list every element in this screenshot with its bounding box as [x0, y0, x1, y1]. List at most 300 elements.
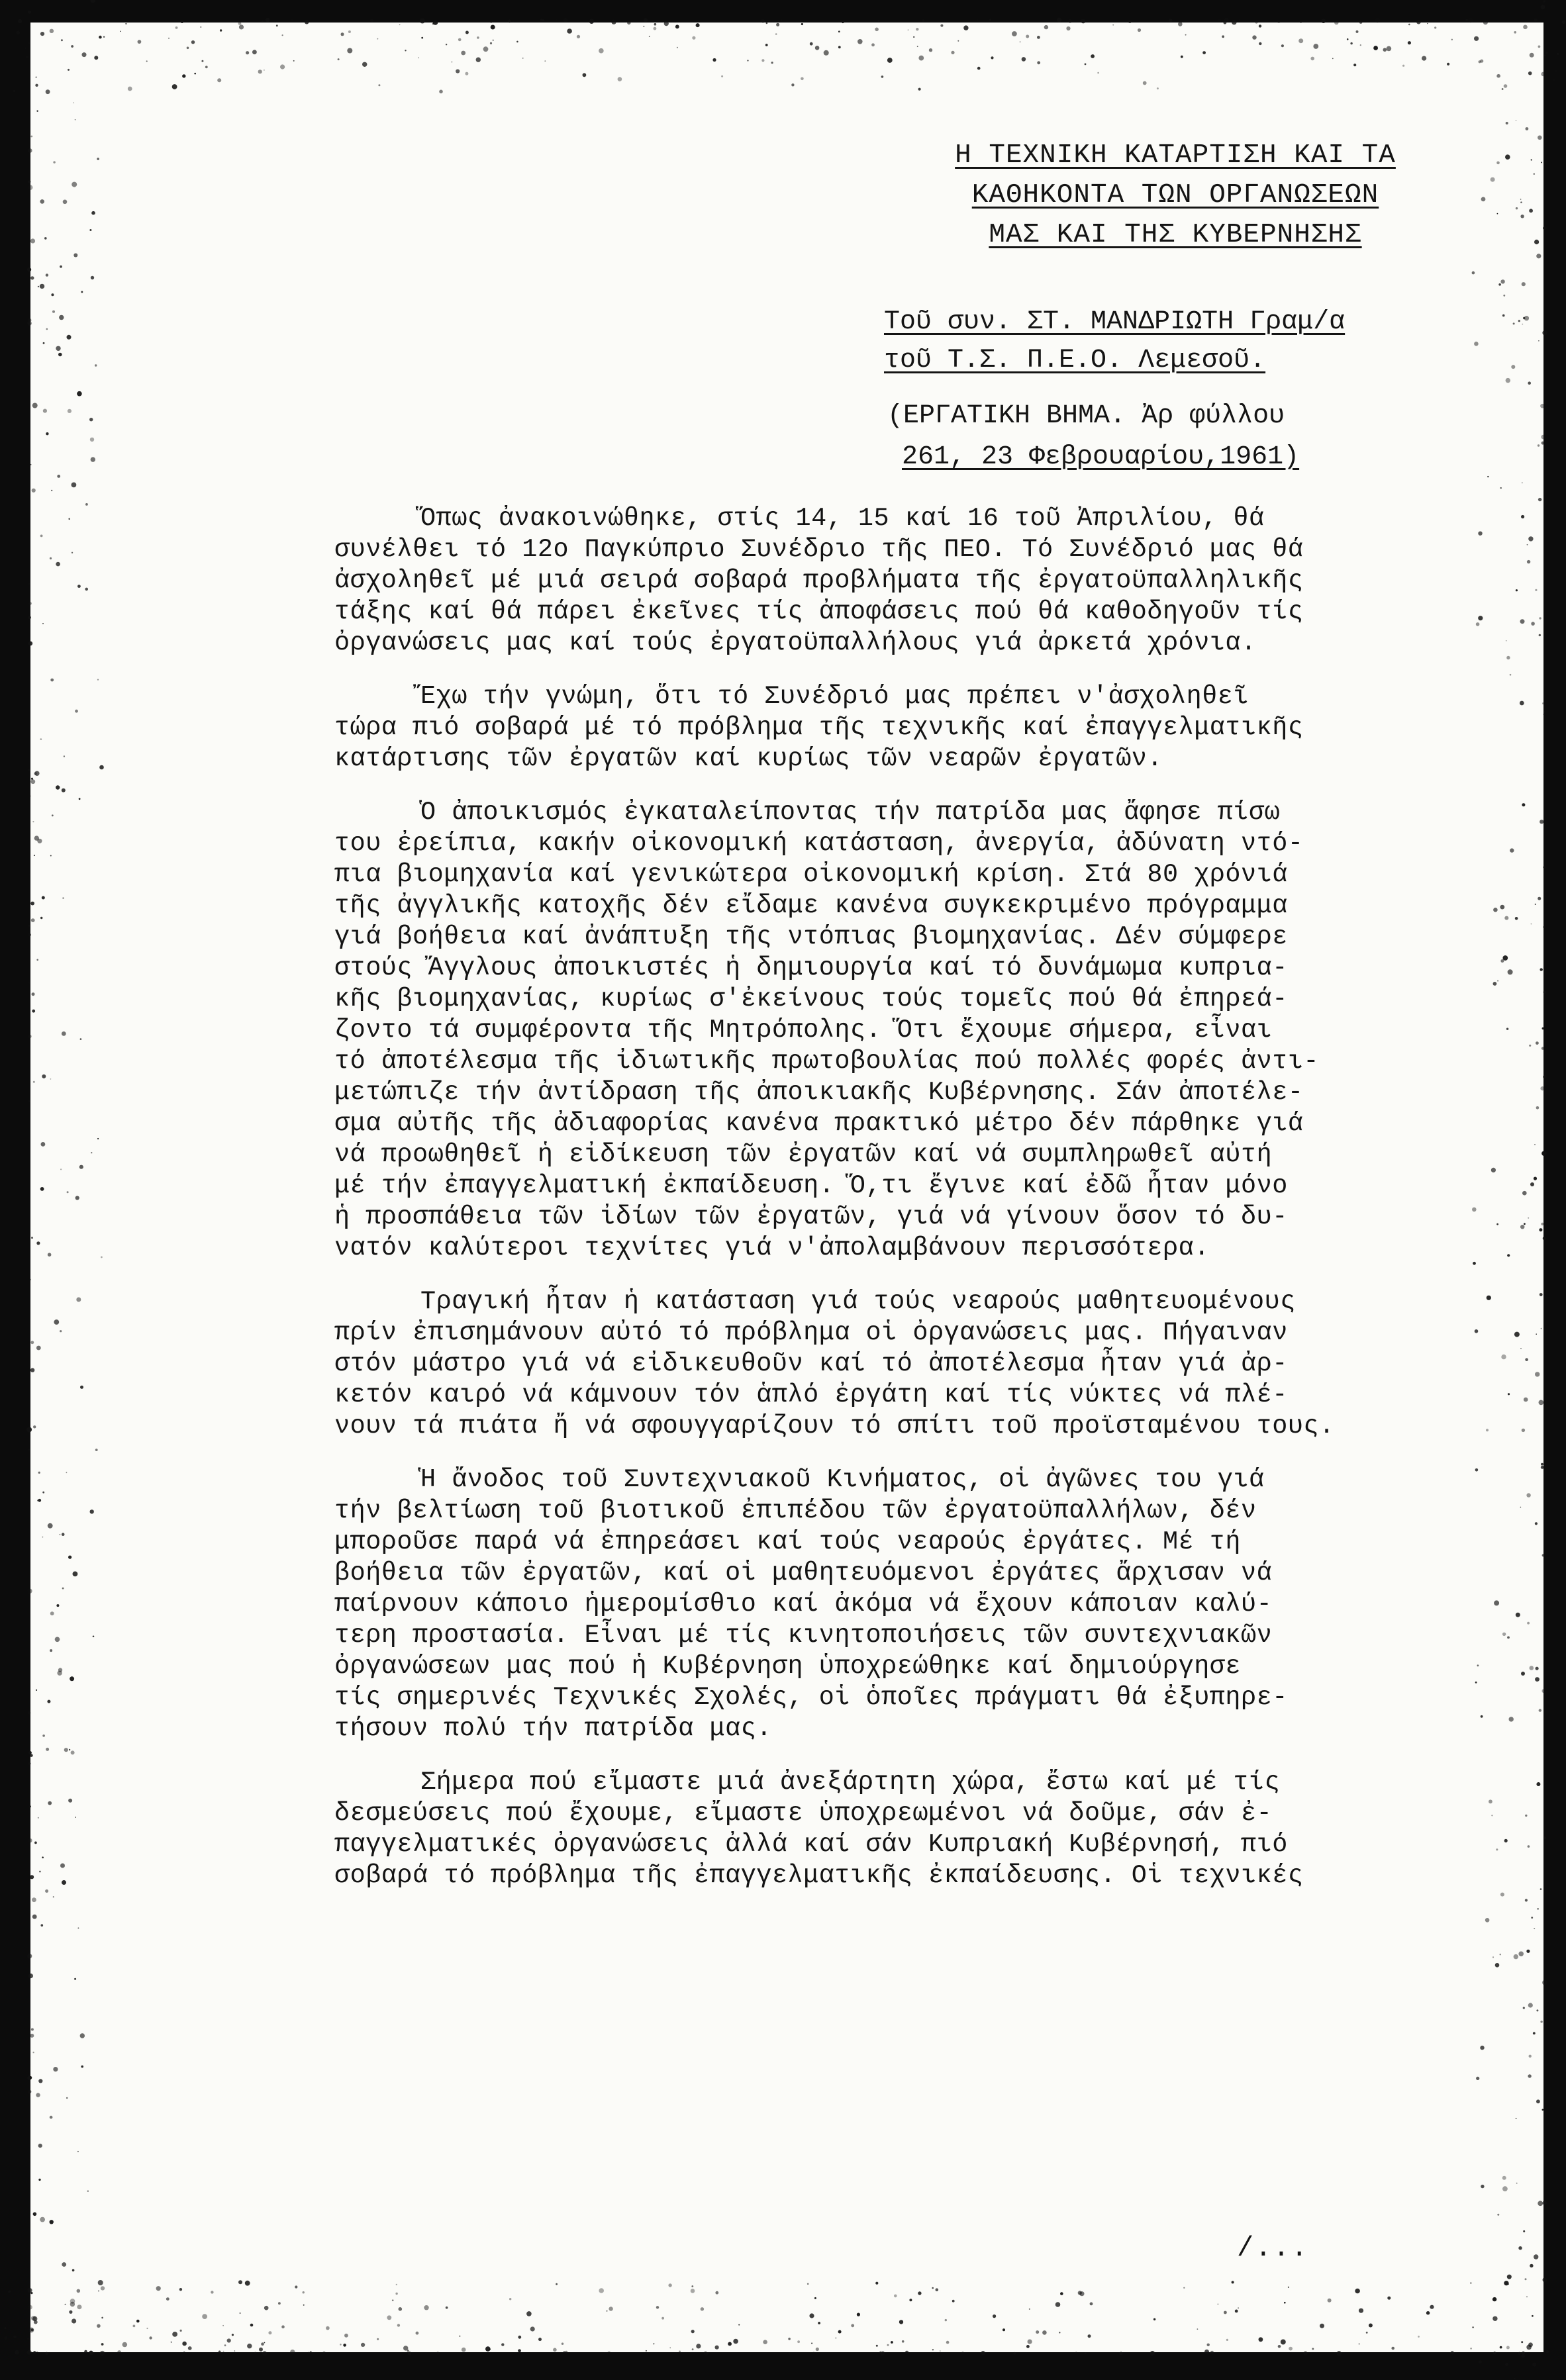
scan-speck — [205, 66, 208, 68]
scan-speck — [1532, 2315, 1534, 2317]
scan-speck — [247, 2344, 252, 2348]
scan-speck — [97, 158, 99, 160]
scan-speck — [1534, 1177, 1537, 1180]
scan-speck — [38, 1499, 41, 1502]
scan-speck — [946, 2341, 950, 2344]
scan-speck — [1408, 41, 1411, 44]
scan-speck — [416, 2332, 419, 2335]
scan-speck — [53, 1896, 54, 1897]
scan-speck — [1535, 1372, 1540, 1376]
scan-speck — [1493, 2297, 1496, 2301]
scan-speck — [70, 1676, 74, 1681]
scan-speck — [1506, 1028, 1508, 1030]
scan-speck — [1474, 342, 1479, 346]
scan-speck — [838, 30, 840, 32]
scan-speck — [1373, 46, 1378, 50]
scan-speck — [461, 51, 465, 56]
scan-speck — [33, 2213, 37, 2216]
scan-speck — [41, 1924, 44, 1927]
scan-speck — [715, 2346, 719, 2350]
scan-speck — [238, 2280, 242, 2284]
scan-speck — [74, 1978, 76, 1980]
scan-speck — [69, 2310, 72, 2314]
scan-speck — [362, 62, 367, 67]
scan-speck — [728, 2342, 732, 2346]
scan-speck — [1538, 897, 1541, 900]
title-line-2: ΚΑΘΗΚΟΝΤΑ ΤΩΝ ΟΡΓΑΝΩΣΕΩΝ — [971, 180, 1379, 211]
scan-speck — [1360, 44, 1361, 46]
scan-speck — [1505, 154, 1510, 160]
scan-speck — [36, 1690, 37, 1691]
scan-speck — [36, 111, 38, 112]
scan-speck — [146, 2328, 148, 2329]
scan-speck — [59, 1534, 60, 1535]
scan-speck — [34, 855, 35, 856]
scan-speck — [89, 229, 91, 231]
scan-speck — [239, 24, 244, 29]
scan-speck — [881, 75, 884, 78]
scan-speck — [46, 328, 48, 330]
scan-speck — [63, 200, 68, 205]
scan-speck — [281, 2325, 285, 2328]
scan-speck — [1055, 2302, 1061, 2307]
scan-speck — [1508, 2283, 1509, 2285]
scan-speck — [1528, 2342, 1533, 2347]
scan-speck — [81, 291, 83, 293]
scan-speck — [916, 28, 918, 30]
scan-speck — [348, 30, 351, 33]
scan-speck — [516, 41, 518, 43]
scan-speck — [810, 42, 813, 46]
scan-speck — [1044, 25, 1048, 29]
scan-speck — [577, 35, 580, 38]
scan-speck — [661, 2317, 664, 2320]
scan-speck — [43, 342, 45, 344]
scan-speck — [1232, 2281, 1234, 2283]
scan-speck — [1476, 2077, 1479, 2080]
scan-speck — [788, 2338, 791, 2340]
scan-speck — [34, 1842, 37, 1844]
scan-speck — [1536, 1041, 1539, 1045]
scan-speck — [1112, 24, 1114, 26]
scan-speck — [341, 32, 344, 36]
scan-speck — [1185, 34, 1187, 36]
source-line-1: (ΕΡΓΑΤΙΚΗ ΒΗΜΑ. Ἀρ φύλλου — [887, 401, 1285, 431]
scan-speck — [259, 2348, 263, 2352]
scan-speck — [1476, 622, 1480, 626]
scan-speck — [101, 1257, 103, 1259]
title-line-1: Η ΤΕΧΝΙΚΗ ΚΑΤΑΡΤΙΣΗ ΚΑΙ ΤΑ — [955, 140, 1396, 171]
scan-speck — [1493, 1956, 1494, 1958]
scan-speck — [101, 2317, 103, 2319]
scan-speck — [1522, 803, 1525, 806]
scan-speck — [940, 24, 943, 27]
scan-speck — [103, 36, 105, 38]
scan-speck — [396, 2284, 397, 2285]
scan-speck — [1059, 2332, 1060, 2333]
scan-speck — [44, 237, 47, 240]
scan-speck — [32, 2316, 37, 2321]
scan-speck — [42, 1492, 44, 1494]
scan-speck — [1037, 36, 1040, 39]
scan-speck — [1288, 2287, 1289, 2288]
scan-speck — [57, 1671, 62, 1676]
scan-speck — [30, 1341, 34, 1344]
scan-speck — [459, 2336, 460, 2337]
scan-speck — [56, 346, 60, 351]
scan-speck — [1029, 2309, 1030, 2310]
scan-speck — [1481, 1715, 1483, 1718]
scan-speck — [32, 489, 36, 493]
scan-speck — [1003, 2328, 1005, 2331]
scan-speck — [446, 2307, 448, 2309]
scan-speck — [82, 52, 87, 57]
scan-speck — [1278, 2345, 1281, 2348]
scan-speck — [945, 2319, 947, 2321]
byline-line-2: τοῦ Τ.Σ. Π.Ε.Ο. Λεμεσοῦ. — [884, 346, 1266, 375]
scan-speck — [1529, 209, 1533, 213]
scan-speck — [1510, 674, 1512, 676]
scan-speck — [1497, 2214, 1499, 2216]
scan-speck — [43, 409, 47, 413]
scan-speck — [932, 2349, 934, 2350]
scan-speck — [62, 1588, 64, 1590]
scan-speck — [1522, 282, 1526, 286]
scan-speck — [99, 765, 104, 770]
scan-speck — [940, 2350, 941, 2352]
scan-speck — [72, 182, 77, 187]
scan-speck — [1528, 71, 1532, 75]
scan-speck — [34, 772, 37, 775]
scan-speck — [1524, 1223, 1526, 1225]
scan-speck — [54, 1319, 59, 1325]
author-byline — [884, 303, 1387, 380]
scan-speck — [38, 2144, 42, 2148]
scan-speck — [1224, 2311, 1227, 2314]
scan-speck — [952, 2300, 955, 2303]
scan-speck — [1527, 1622, 1530, 1625]
scan-speck — [1387, 46, 1392, 52]
scan-speck — [1531, 1917, 1533, 1919]
scan-speck — [1153, 2318, 1155, 2320]
scan-speck — [791, 83, 794, 86]
scan-speck — [1078, 2291, 1082, 2295]
scan-speck — [692, 2348, 694, 2350]
scan-speck — [522, 58, 524, 59]
scan-speck — [1509, 1717, 1514, 1721]
scan-speck — [691, 2289, 695, 2293]
paragraph-5 — [334, 1464, 1434, 1744]
scan-speck — [567, 28, 572, 34]
scan-speck — [50, 29, 54, 33]
scan-speck — [68, 1799, 72, 1803]
scan-speck — [1097, 72, 1099, 74]
scan-speck — [1496, 162, 1500, 165]
scan-speck — [61, 39, 63, 41]
scan-speck — [40, 738, 42, 740]
scan-speck — [1540, 1293, 1543, 1296]
scan-speck — [326, 2326, 330, 2330]
scan-speck — [98, 2280, 103, 2285]
scan-speck — [1508, 1393, 1510, 1395]
scan-speck — [200, 26, 201, 28]
scan-speck — [654, 23, 657, 26]
scan-speck — [30, 238, 35, 243]
scan-speck — [1534, 240, 1539, 244]
scan-speck — [38, 2079, 42, 2083]
scan-speck — [46, 89, 50, 94]
scan-speck — [1496, 1223, 1498, 1225]
scan-speck — [696, 2344, 701, 2348]
scan-speck — [1514, 1954, 1518, 1959]
scan-speck — [1472, 271, 1475, 275]
scan-speck — [30, 2292, 32, 2294]
scan-speck — [202, 2314, 207, 2319]
paragraph-2-text: Ἔχω τήν γνώμη, ὅτι τό Συνέδριό μας πρέπει ν'ἀσχοληθεῖ τώρα πιό σοβαρά μέ τό πρόβλημα τῆς τεχνικῆς καί ἐπαγγελματικῆς κατάρτισης τῶν ἐργατῶν καί κυρίως τῶν νεαρῶν ἐργατῶν. — [334, 682, 1304, 773]
scan-speck — [1451, 39, 1453, 40]
scan-speck — [918, 88, 921, 91]
scan-speck — [1143, 81, 1147, 85]
scan-border-bottom — [0, 2352, 1566, 2380]
scan-speck — [36, 1346, 41, 1351]
scan-speck — [37, 1499, 38, 1501]
scan-speck — [530, 2326, 535, 2331]
scan-speck — [98, 2291, 99, 2292]
scan-speck — [1507, 1637, 1510, 1639]
paragraph-4 — [334, 1286, 1434, 1442]
scan-speck — [1535, 904, 1536, 905]
scan-speck — [128, 87, 132, 91]
scan-speck — [887, 2344, 889, 2346]
scan-speck — [1497, 980, 1498, 981]
scan-speck — [62, 1031, 66, 1036]
scan-speck — [1355, 2289, 1360, 2294]
article-body — [334, 503, 1434, 1914]
scan-speck — [136, 2320, 140, 2323]
scan-speck — [71, 45, 73, 48]
scan-speck — [936, 2288, 939, 2291]
scan-speck — [1526, 2296, 1528, 2297]
scan-speck — [35, 76, 37, 78]
scan-speck — [56, 785, 60, 789]
scan-speck — [75, 710, 78, 713]
scan-speck — [72, 483, 77, 488]
scan-speck — [57, 475, 60, 478]
scan-speck — [90, 1509, 94, 1513]
scan-speck — [1281, 2340, 1286, 2345]
scan-speck — [50, 2220, 54, 2224]
scan-speck — [50, 557, 52, 559]
scan-speck — [232, 2334, 234, 2336]
scan-speck — [68, 409, 72, 413]
scan-speck — [1042, 2330, 1047, 2335]
scan-speck — [227, 2338, 231, 2342]
scan-speck — [1500, 279, 1504, 283]
scan-speck — [1500, 1893, 1504, 1897]
scan-speck — [977, 67, 981, 70]
scan-speck — [97, 2324, 101, 2328]
scan-speck — [1408, 24, 1410, 26]
scan-speck — [1530, 53, 1534, 58]
scan-speck — [182, 74, 185, 77]
scan-speck — [85, 503, 88, 506]
paragraph-6 — [334, 1767, 1434, 1891]
scan-speck — [55, 1637, 60, 1642]
scan-speck — [811, 2343, 812, 2344]
scan-speck — [217, 78, 221, 82]
scan-speck — [91, 457, 95, 461]
scan-speck — [1502, 1633, 1506, 1636]
scan-speck — [1479, 60, 1481, 63]
scan-speck — [432, 23, 434, 25]
scan-speck — [1079, 2291, 1084, 2296]
scan-speck — [1495, 1963, 1500, 1968]
scan-speck — [252, 50, 257, 54]
scan-speck — [1530, 2264, 1533, 2267]
scan-speck — [816, 2348, 819, 2351]
scan-speck — [149, 2336, 152, 2339]
scan-speck — [477, 36, 479, 39]
scan-speck — [361, 2343, 365, 2347]
scan-speck — [653, 2343, 654, 2344]
scan-speck — [838, 46, 841, 48]
scan-speck — [1259, 24, 1261, 27]
scan-speck — [733, 2339, 738, 2344]
scan-speck — [42, 1074, 46, 1078]
scan-speck — [1522, 1191, 1527, 1196]
paragraph-2 — [334, 681, 1434, 775]
scan-speck — [1531, 924, 1532, 925]
scan-speck — [1506, 656, 1510, 659]
scan-speck — [1520, 201, 1522, 203]
scan-speck — [1506, 640, 1507, 642]
scan-speck — [1202, 51, 1206, 54]
scan-speck — [392, 2299, 394, 2301]
scan-speck — [1485, 1918, 1490, 1923]
scan-speck — [1475, 1682, 1477, 1684]
scan-speck — [64, 755, 65, 757]
scan-speck — [1531, 622, 1535, 626]
scan-speck — [1538, 1908, 1539, 1909]
scan-speck — [1529, 2055, 1532, 2058]
scan-speck — [556, 2283, 558, 2285]
scan-speck — [1540, 968, 1543, 971]
scan-speck — [122, 2342, 128, 2348]
scan-speck — [1504, 916, 1508, 920]
scan-speck — [1504, 2281, 1508, 2285]
scan-speck — [1359, 2309, 1363, 2313]
scan-speck — [93, 1636, 95, 1638]
scan-speck — [295, 2285, 297, 2288]
continuation-mark: /... — [1237, 2232, 1309, 2264]
scan-speck — [1514, 1332, 1520, 1337]
scan-speck — [1502, 2176, 1506, 2180]
scan-speck — [1498, 283, 1501, 286]
scan-speck — [38, 2179, 40, 2181]
scan-speck — [917, 46, 918, 47]
scan-speck — [46, 273, 48, 276]
scan-speck — [446, 44, 447, 45]
scan-speck — [1222, 35, 1224, 38]
scan-speck — [42, 1537, 44, 1538]
scan-speck — [1525, 1899, 1528, 1901]
scan-speck — [90, 438, 94, 442]
scan-speck — [456, 70, 460, 73]
scan-speck — [776, 23, 779, 26]
scan-speck — [77, 2289, 81, 2293]
scan-speck — [77, 2151, 79, 2152]
scan-speck — [377, 38, 378, 40]
scan-speck — [656, 2306, 659, 2309]
scan-speck — [79, 798, 81, 800]
scan-speck — [1503, 295, 1505, 297]
scan-speck — [77, 585, 81, 588]
scan-speck — [172, 84, 177, 89]
scan-speck — [1528, 536, 1533, 541]
scan-speck — [73, 1572, 78, 1577]
source-reference — [887, 396, 1391, 478]
scan-speck — [34, 835, 39, 840]
scan-speck — [1528, 2003, 1533, 2007]
scan-speck — [562, 2343, 563, 2345]
scan-speck — [70, 2302, 75, 2307]
scan-speck — [1500, 487, 1502, 489]
scan-speck — [1518, 2246, 1522, 2250]
scan-speck — [1518, 320, 1520, 322]
scan-speck — [69, 1749, 70, 1750]
scan-speck — [1500, 1954, 1501, 1955]
scan-speck — [1347, 38, 1349, 40]
scan-speck — [51, 293, 54, 296]
scan-speck — [40, 199, 44, 204]
scan-speck — [30, 779, 35, 784]
scan-speck — [68, 518, 70, 520]
scan-speck — [583, 73, 587, 77]
scan-speck — [1501, 1355, 1506, 1359]
scan-speck — [1472, 2326, 1473, 2328]
scan-speck — [1536, 1782, 1540, 1786]
scan-speck — [538, 2338, 542, 2341]
scan-speck — [1525, 1815, 1527, 1817]
scan-speck — [293, 60, 295, 62]
scan-speck — [1226, 2339, 1228, 2341]
scan-speck — [1516, 120, 1517, 121]
document-title — [924, 136, 1427, 255]
scan-speck — [1536, 1667, 1539, 1670]
scan-speck — [1530, 1182, 1534, 1186]
scan-speck — [73, 254, 77, 258]
scan-speck — [1528, 1845, 1530, 1848]
scan-speck — [397, 2324, 400, 2326]
scan-speck — [146, 60, 148, 62]
scan-speck — [1530, 1666, 1534, 1670]
scan-speck — [1060, 2292, 1063, 2295]
scan-speck — [72, 2318, 76, 2323]
scan-speck — [125, 23, 126, 24]
scan-border-left — [0, 0, 30, 2380]
scan-speck — [932, 2287, 934, 2289]
scan-speck — [1475, 1468, 1479, 1472]
scan-speck — [280, 64, 285, 69]
scan-speck — [643, 26, 644, 27]
scan-speck — [1522, 1429, 1525, 1432]
scan-speck — [1383, 48, 1387, 52]
scan-speck — [303, 2291, 305, 2293]
scan-speck — [1475, 1329, 1479, 1333]
scan-speck — [1536, 1106, 1540, 1110]
scan-speck — [50, 855, 52, 857]
scan-speck — [439, 90, 443, 94]
